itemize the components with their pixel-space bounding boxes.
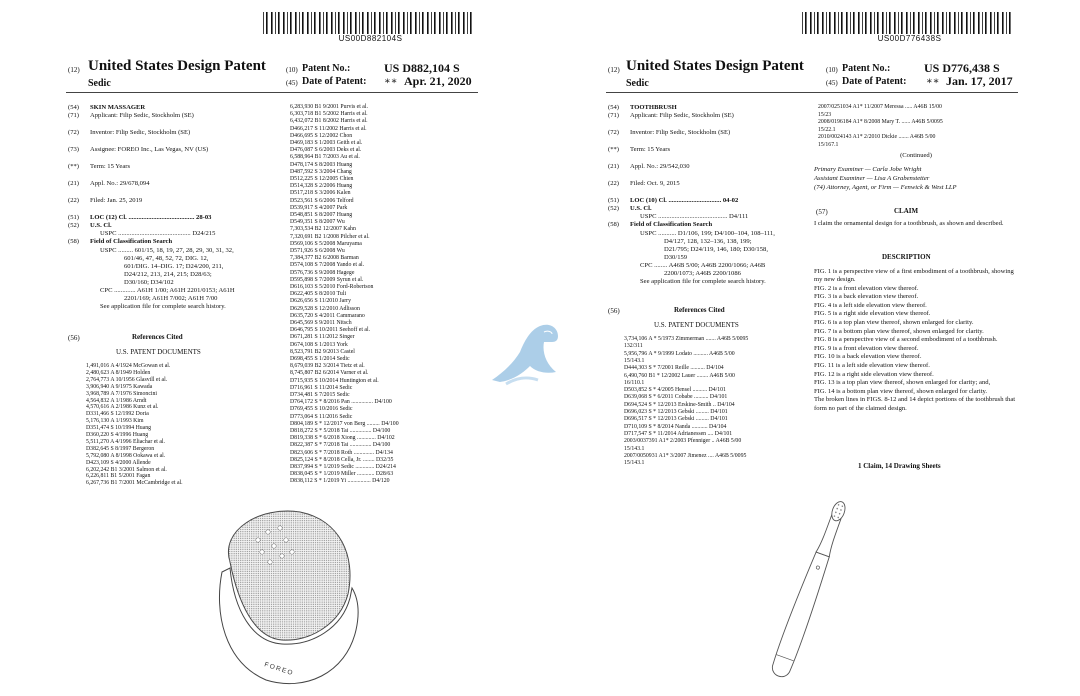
- left-field-text: Appl. No.: 29/678,094: [90, 180, 150, 188]
- left-reference-row: D645,569 S 9/2011 Nitsch: [290, 320, 352, 326]
- left-field-code: (22): [68, 197, 79, 205]
- right-description-line: FIG. 1 is a perspective view of a first embodiment of a toothbrush, showing my new design.: [814, 268, 1014, 284]
- left-reference-row: 7,303,534 B2 12/2007 Kahn: [290, 226, 356, 233]
- left-reference-row: D838,112 S * 1/2019 Yi ................ D4/120: [290, 478, 390, 485]
- left-reference-row: D576,736 S 9/2008 Hagege: [290, 269, 355, 276]
- left-reference-row: D764,172 S * 8/2016 Pan ............... D4/100: [290, 399, 392, 406]
- right-reference-row: 132/311: [624, 343, 643, 350]
- left-reference-row: D646,795 S 10/2011 Seehoff et al.: [290, 327, 371, 334]
- left-reference-row: 5,792,080 A 8/1998 Ookawa et al.: [86, 452, 166, 459]
- right-reference-row: D694,524 S * 12/2013 Erskine-Smith .. D4/104: [624, 401, 735, 408]
- left-code-12: (12): [68, 66, 80, 74]
- left-reference-row: 4,570,616 A 2/1986 Kunz et al.: [86, 404, 159, 411]
- left-reference-row: D716,961 S 11/2014 Sedic: [290, 384, 353, 391]
- left-field-text: CPC ............. A61H 1/00; A61H 2201/0153; A61H: [100, 287, 235, 295]
- left-reference-row: 6,303,718 B1 5/2002 Harris et al.: [290, 111, 368, 118]
- right-code-12: (12): [608, 66, 620, 74]
- right-description-line: The broken lines in FIGS. 8-12 and 14 depict portions of the toothbrush that form no part of the claimed design.: [814, 396, 1016, 412]
- right-field-code: (72): [608, 129, 619, 137]
- right-description-line: FIG. 8 is a perspective view of a second embodiment of a toothbrush.: [814, 336, 998, 344]
- left-reference-row: D548,851 S 8/2007 Huang: [290, 212, 353, 218]
- right-field-text: D21/795; D24/119, 146, 180; D30/158,: [664, 245, 768, 253]
- right-reference-row: 2007/0050931 A1* 3/2007 Jimenez .... A46B 5/0095: [624, 452, 747, 459]
- left-field-text: USPC ......... 601/15, 18, 19, 27, 28, 29, 30, 31, 32,: [100, 246, 234, 254]
- left-reference-row: 2,480,623 A 8/1949 Holden: [86, 369, 151, 376]
- right-field-text: Applicant: Filip Sedic, Stockholm (SE): [630, 112, 734, 120]
- right-field-code: (58): [608, 221, 619, 229]
- left-field-code: (54): [68, 104, 79, 111]
- left-reference-row: 2,764,773 A 10/1956 Glasvill et al.: [86, 376, 168, 383]
- right-field-text: Filed: Oct. 9, 2015: [630, 180, 680, 188]
- left-field-text: Applicant: Filip Sedic, Stockholm (SE): [90, 112, 194, 120]
- left-field-text: 601/DIG. 14–DIG. 17; D24/200, 211,: [124, 262, 224, 270]
- left-reference-row: D517,218 S 3/2006 Kalen: [290, 190, 351, 197]
- right-us-documents-heading: U.S. PATENT DOCUMENTS: [654, 321, 739, 329]
- left-reference-row: 5,511,270 A 4/1996 Eliachar et al.: [86, 438, 165, 445]
- right-field-text: LOC (10) Cl. ................................ 04-02: [630, 197, 739, 205]
- left-references-heading: References Cited: [132, 333, 183, 341]
- right-reference-row: 16/110.1: [624, 379, 645, 386]
- left-field-text: D24/212, 213, 214, 215; D28/63;: [124, 270, 212, 278]
- left-field-code: (52): [68, 222, 79, 230]
- left-barcode: [263, 12, 478, 34]
- right-description-line: FIG. 2 is a front elevation view thereof.: [814, 284, 919, 292]
- right-reference-row: 15/143.1: [624, 460, 645, 467]
- right-barcode: [802, 12, 1017, 34]
- left-field-text: USPC ............................................ D24/215: [100, 230, 216, 238]
- right-patent-title: United States Design Patent: [626, 58, 804, 74]
- left-reference-row: D569,106 S 5/2008 Maruyama: [290, 240, 362, 247]
- right-claim-heading: CLAIM: [894, 207, 919, 215]
- right-field-code: (**): [608, 146, 619, 154]
- left-reference-row: D476,087 S 6/2003 Deks et al.: [290, 147, 362, 154]
- right-continued-note: (Continued): [900, 152, 932, 159]
- left-reference-row: 1,491,016 A 4/1924 McGowan et al.: [86, 363, 171, 369]
- left-code-56: (56): [68, 334, 80, 342]
- right-field-text: Term: 15 Years: [630, 146, 671, 154]
- right-code-45: (45): [826, 79, 838, 87]
- massager-brand-label: FOREO: [263, 661, 295, 678]
- left-reference-row: D629,528 S 12/2010 Adlisson: [290, 305, 360, 312]
- left-reference-row: D595,898 S 7/2009 Syrun et al.: [290, 276, 364, 283]
- left-reference-row: D514,328 S 2/2006 Huang: [290, 183, 353, 190]
- skin-massager-drawing: [200, 502, 365, 688]
- left-reference-row: D698,455 S 1/2014 Sedic: [290, 356, 350, 362]
- left-field-code: (51): [68, 214, 79, 222]
- right-field-text: USPC .......................................... D4/111: [640, 213, 749, 221]
- left-reference-row: 6,267,736 B1 7/2001 McCambridge et al.: [86, 480, 183, 487]
- left-field-text: Filed: Jan. 25, 2019: [90, 197, 143, 205]
- left-field-text: SKIN MASSAGER: [90, 104, 146, 111]
- left-reference-row: D734,481 S 7/2015 Sedic: [290, 392, 350, 398]
- left-reference-row: 8,745,807 B2 6/2014 Varner et al.: [290, 370, 369, 377]
- right-field-code: (71): [608, 112, 619, 120]
- left-reference-row: D478,174 S 8/2003 Huang: [290, 161, 353, 168]
- right-claim-text: I claim the ornamental design for a toothbrush, as shown and described.: [814, 220, 1004, 227]
- left-reference-row: D360,220 S 4/1996 Huang: [86, 432, 149, 438]
- right-reference-row: D717,547 S * 11/2014 Adrianessen .... D4/101: [624, 430, 733, 437]
- right-description-line: FIG. 13 is a top plan view thereof, shown enlarged for clarity; and,: [814, 379, 991, 387]
- right-field-text: Field of Classification Search: [630, 221, 713, 229]
- right-description-line: FIG. 7 is a bottom plan view thereof, shown enlarged for clarity.: [814, 327, 984, 335]
- left-reference-row: 8,523,791 B2 9/2013 Castel: [290, 348, 355, 355]
- left-reference-row: D616,103 S 5/2010 Ford-Robertson: [290, 284, 374, 290]
- right-description-line: FIG. 11 is a left side elevation view thereof.: [814, 362, 930, 370]
- right-description-heading: DESCRIPTION: [882, 253, 931, 261]
- left-field-text: Inventor: Filip Sedic, Stockholm (SE): [90, 129, 191, 137]
- left-code-10: (10): [286, 66, 298, 74]
- left-reference-row: 6,432,072 B1 8/2002 Harris et al.: [290, 118, 368, 125]
- right-description-line: FIG. 5 is a right side elevation view thereof.: [814, 310, 931, 318]
- left-header-rule: [66, 92, 478, 93]
- right-field-text: Inventor: Filip Sedic, Stockholm (SE): [630, 129, 731, 137]
- left-reference-row: 7,320,691 B2 1/2008 Pilcher et al.: [290, 233, 370, 240]
- right-field-code: (22): [608, 180, 619, 188]
- left-reference-row: 4,564,832 A 1/1986 Arndt: [86, 397, 147, 404]
- left-field-text: Term: 15 Years: [90, 163, 131, 171]
- left-reference-row: D539,917 S 4/2007 Park: [290, 204, 348, 211]
- left-reference-row: D523,561 S 6/2006 Telford: [290, 197, 354, 204]
- left-reference-row: D549,351 S 8/2007 Wu: [290, 219, 345, 226]
- left-field-text: 2201/169; A61H 7/002; A61H 7/00: [124, 295, 218, 303]
- left-reference-row: D674,108 S 1/2013 York: [290, 341, 348, 348]
- right-code-57: (57): [816, 208, 828, 216]
- toothbrush-drawing: [766, 492, 852, 692]
- right-field-code: (54): [608, 104, 619, 111]
- left-reference-row: 6,283,930 B1 9/2001 Purvis et al.: [290, 104, 368, 110]
- left-reference-row: D818,272 S * 5/2018 Tai ............... D4/100: [290, 428, 391, 434]
- right-field-code: (21): [608, 163, 619, 171]
- right-description-text: [814, 268, 1018, 413]
- right-reference-row: 3,734,106 A * 5/1973 Zimmerman ....... A46B 5/0095: [624, 336, 749, 342]
- left-reference-row: D574,108 S 7/2008 Yando et al.: [290, 262, 365, 269]
- right-reference-row: D696,023 S * 12/2013 Gebski ......... D4/101: [624, 409, 728, 415]
- left-reference-row: D715,935 S 10/2014 Huntington et al.: [290, 377, 379, 384]
- right-reference-row: 2010/0024143 A1* 2/2010 Dickie ....... A46B 5/00: [818, 134, 936, 141]
- left-reference-row: D804,189 S * 12/2017 von Berg ......... D4/100: [290, 420, 399, 427]
- left-field-text: Field of Classification Search: [90, 238, 173, 246]
- right-reference-row: 2007/0251034 A1* 11/2007 Meressa ..... A46B 15/00: [818, 104, 942, 110]
- left-reference-row: D466,695 S 12/2002 Chon: [290, 132, 353, 139]
- right-code-56: (56): [608, 307, 620, 315]
- left-patent-no-label: Patent No.:: [302, 63, 351, 74]
- left-reference-row: D837,994 S * 1/2019 Sedic ............. D24/214: [290, 464, 396, 470]
- right-header-rule: [606, 92, 1018, 93]
- right-patent-date: Jan. 17, 2017: [946, 74, 1013, 88]
- right-patent-page: [540, 0, 1080, 696]
- left-date-marks: ∗∗: [384, 76, 398, 87]
- left-field-code: (58): [68, 238, 79, 246]
- left-code-45: (45): [286, 79, 298, 87]
- right-description-line: FIG. 3 is a back elevation view thereof.: [814, 293, 919, 301]
- right-date-label: Date of Patent:: [842, 76, 907, 87]
- right-field-text: TOOTHBRUSH: [630, 104, 677, 111]
- left-barcode-number: US00D882104S: [338, 34, 403, 43]
- right-reference-row: 2008/0196184 A1* 8/2008 Mary T. ...... A46B 5/0095: [818, 119, 943, 126]
- right-field-text: USPC ........... D1/106, 199; D4/100–104, 108–111,: [640, 229, 775, 237]
- right-field-code: (51): [608, 197, 619, 205]
- left-reference-row: D773,064 S 11/2016 Sedic: [290, 413, 353, 420]
- left-reference-row: D331,466 S 12/1992 Doria: [86, 411, 149, 418]
- left-date-label: Date of Patent:: [302, 76, 367, 87]
- left-field-text: D30/160; D34/102: [124, 278, 174, 286]
- left-us-documents-heading: U.S. PATENT DOCUMENTS: [116, 348, 201, 356]
- right-reference-row: 2003/0037391 A1* 2/2003 Pfenniger .. A46B 5/00: [624, 438, 742, 445]
- left-patent-date: Apr. 21, 2020: [404, 74, 472, 88]
- left-reference-row: 6,226,811 B1 5/2001 Fagan: [86, 473, 151, 480]
- right-date-marks: ∗∗: [926, 76, 940, 87]
- left-reference-row: D822,387 S * 7/2018 Tai ............... D4/100: [290, 442, 391, 449]
- left-field-text: See application file for complete search history.: [100, 303, 226, 311]
- left-reference-row: D622,405 S 8/2010 Tuli: [290, 291, 347, 298]
- right-description-line: FIG. 12 is a right side elevation view thereof.: [814, 370, 934, 378]
- right-reference-row: 15/23: [818, 111, 832, 118]
- left-field-code: (72): [68, 129, 79, 137]
- left-reference-row: D423,109 S 4/2000 Allende: [86, 459, 151, 466]
- right-field-text: Appl. No.: 29/542,030: [630, 163, 690, 171]
- left-reference-row: D351,474 S 10/1994 Huang: [86, 425, 152, 432]
- right-field-text: See application file for complete search history.: [640, 278, 766, 286]
- right-reference-row: 15/167.1: [818, 142, 839, 148]
- left-field-text: 601/46, 47, 48, 52, 72, DIG. 12,: [124, 254, 209, 262]
- left-reference-row: 8,679,039 B2 3/2014 Tietz et al.: [290, 363, 365, 370]
- left-reference-row: 5,176,130 A 1/1993 Kim: [86, 418, 144, 425]
- left-reference-row: D635,720 S 4/2011 Cammarano: [290, 312, 365, 319]
- right-field-text: CPC ........ A46B 5/00; A46B 2200/1066; A46B: [640, 261, 766, 269]
- left-reference-row: D819,338 S * 6/2018 Xiong ............. D4/102: [290, 435, 395, 442]
- right-reference-row: D710,109 S * 8/2014 Nanda ........... D4/104: [624, 423, 727, 430]
- left-field-code: (73): [68, 146, 79, 154]
- left-reference-row: D838,045 S * 1/2019 Miller ............ D28/63: [290, 471, 394, 478]
- left-patent-number: US D882,104 S: [384, 61, 460, 75]
- right-code-10: (10): [826, 66, 838, 74]
- right-inventor-surname: Sedic: [626, 78, 649, 89]
- left-reference-row: D512,225 S 12/2005 Chien: [290, 176, 354, 182]
- left-field-text: Assignee: FOREO Inc., Las Vegas, NV (US): [90, 146, 209, 154]
- left-inventor-surname: Sedic: [88, 78, 111, 89]
- toothbrush-handle: [769, 551, 832, 679]
- right-reference-row: D639,068 S * 6/2011 Cobabe .......... D4/101: [624, 394, 728, 401]
- left-reference-row: 7,384,377 B2 6/2008 Barman: [290, 255, 359, 262]
- right-reference-row: D444,303 S * 7/2001 Reille .......... D4/104: [624, 365, 724, 372]
- right-barcode-number: US00D776438S: [877, 34, 942, 43]
- right-claims-summary: 1 Claim, 14 Drawing Sheets: [858, 462, 941, 470]
- right-reference-row: 15/143.1: [624, 357, 645, 364]
- left-field-text: LOC (12) Cl. ........................................ 28-03: [90, 214, 212, 222]
- right-description-line: FIG. 9 is a front elevation view thereof.: [814, 344, 919, 352]
- left-field-text: U.S. Cl.: [90, 222, 112, 230]
- right-field-text: D30/159: [664, 253, 688, 261]
- left-field-code: (21): [68, 180, 79, 188]
- right-examiner-line: Assistant Examiner — Lisa A Grabenstetter: [814, 175, 930, 182]
- right-reference-row: 15/22.1: [818, 126, 836, 133]
- right-reference-row: 6,490,760 B1 * 12/2002 Lauer ........ A46B 5/00: [624, 372, 735, 379]
- right-patent-no-label: Patent No.:: [842, 63, 891, 74]
- left-reference-row: 3,968,789 A 7/1976 Simoncini: [86, 390, 158, 397]
- right-field-text: D4/127, 128, 132–136, 138, 199;: [664, 237, 752, 245]
- left-reference-row: D382,645 S 8/1997 Bergeron: [86, 445, 155, 452]
- right-field-code: (52): [608, 205, 619, 213]
- right-description-line: FIG. 4 is a left side elevation view thereof.: [814, 301, 927, 309]
- right-examiner-line: Primary Examiner — Carla Jobe Wright: [814, 166, 922, 173]
- left-reference-row: D469,183 S 1/2003 Geith et al.: [290, 140, 363, 146]
- left-reference-row: D571,926 S 6/2008 Wu: [290, 248, 345, 254]
- right-description-line: FIG. 6 is a top plan view thereof, shown enlarged for clarity.: [814, 319, 974, 327]
- left-reference-row: 6,202,242 B1 3/2001 Salmon et al.: [86, 466, 167, 473]
- right-references-heading: References Cited: [674, 306, 725, 314]
- right-reference-row: D696,517 S * 12/2013 Gebski ......... D4/101: [624, 416, 728, 423]
- right-field-text: 2200/1073; A46B 2200/1086: [664, 270, 741, 278]
- right-examiner-line: (74) Attorney, Agent, or Firm — Fenwick & West LLP: [814, 184, 957, 191]
- left-reference-row: D671,281 S 11/2012 Singer: [290, 334, 355, 341]
- right-description-line: FIG. 14 is a bottom plan view thereof, shown enlarged for clarity.: [814, 387, 988, 395]
- left-reference-row: D823,606 S * 7/2018 Roth .............. D4/134: [290, 449, 393, 456]
- left-reference-row: D825,124 S * 8/2018 Cella, Jr. ........ D32/35: [290, 456, 394, 463]
- right-reference-row: 5,956,796 A * 9/1999 Lodato .......... A46B 5/00: [624, 350, 735, 357]
- left-reference-row: D466,217 S 11/2002 Harris et al.: [290, 125, 367, 132]
- right-patent-number: US D776,438 S: [924, 61, 1000, 75]
- left-reference-row: D487,592 S 3/2004 Chang: [290, 168, 352, 175]
- left-reference-row: D626,656 S 11/2010 Jarry: [290, 298, 351, 305]
- left-reference-row: 6,588,964 B1 7/2003 Au et al.: [290, 154, 360, 161]
- left-field-code: (**): [68, 163, 79, 171]
- left-patent-title: United States Design Patent: [88, 58, 266, 74]
- left-field-code: (71): [68, 112, 79, 120]
- right-description-line: FIG. 10 is a back elevation view thereof.: [814, 353, 922, 361]
- right-field-text: U.S. Cl.: [630, 205, 652, 213]
- right-reference-row: 15/143.1: [624, 445, 645, 452]
- left-reference-row: D769,455 S 10/2016 Sedic: [290, 406, 353, 413]
- left-reference-row: 3,906,940 A 9/1975 Kawada: [86, 383, 153, 390]
- right-reference-row: D503,852 S * 4/2005 Hensel .......... D4/101: [624, 387, 726, 394]
